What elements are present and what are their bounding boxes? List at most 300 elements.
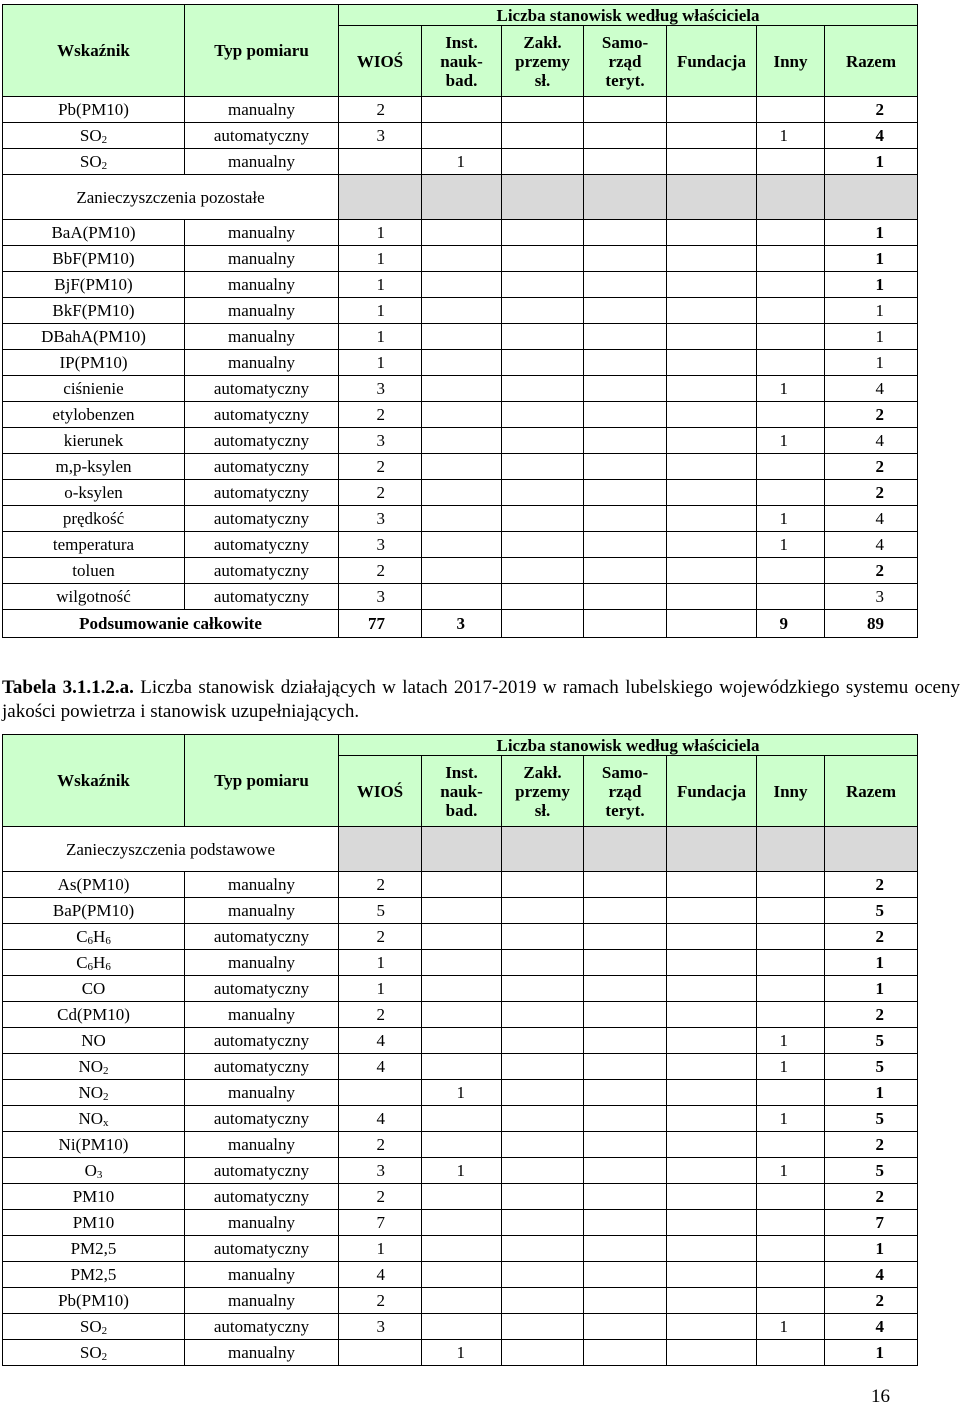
header-zakl: Zakł. przemy sł. — [502, 26, 584, 97]
table-row — [3, 1028, 918, 1054]
cell-zakl — [502, 97, 584, 123]
cell-inny — [757, 350, 825, 376]
cell-inst — [422, 872, 502, 898]
cell-inst — [422, 428, 502, 454]
summary-zakl — [502, 610, 584, 638]
cell-indicator: $NO_2$ — [3, 1080, 185, 1106]
table-row — [3, 558, 918, 584]
section-cell — [667, 175, 757, 220]
cell-wios: 2 — [339, 480, 422, 506]
cell-samo — [584, 324, 667, 350]
cell-samo — [584, 1132, 667, 1158]
cell-inny: 1 — [757, 1054, 825, 1080]
cell-razem: 2 — [825, 558, 918, 584]
cell-type: manualny — [185, 97, 339, 123]
table-row — [3, 480, 918, 506]
cell-fundacja — [667, 246, 757, 272]
cell-inst — [422, 97, 502, 123]
table-row — [3, 1262, 918, 1288]
table-row — [3, 324, 918, 350]
cell-fundacja — [667, 480, 757, 506]
cell-indicator: As(PM10) — [3, 872, 185, 898]
cell-inny — [757, 149, 825, 175]
cell-indicator: BbF(PM10) — [3, 246, 185, 272]
table-row — [3, 272, 918, 298]
cell-indicator: BkF(PM10) — [3, 298, 185, 324]
table-row — [3, 1002, 918, 1028]
cell-type: automatyczny — [185, 1314, 339, 1340]
header-owner-group: Liczba stanowisk według właściciela — [339, 735, 918, 756]
cell-razem: 4 — [825, 123, 918, 149]
cell-indicator: $C_6H_6$ — [3, 950, 185, 976]
cell-razem: 1 — [825, 950, 918, 976]
cell-razem: 1 — [825, 220, 918, 246]
cell-razem: 2 — [825, 924, 918, 950]
cell-inny — [757, 402, 825, 428]
cell-razem: 2 — [825, 872, 918, 898]
cell-razem: 1 — [825, 1080, 918, 1106]
cell-inst — [422, 558, 502, 584]
cell-razem: 1 — [825, 298, 918, 324]
section-label: Zanieczyszczenia podstawowe — [3, 827, 339, 872]
cell-indicator: $SO_2$ — [3, 1314, 185, 1340]
header-typ-pomiaru: Typ pomiaru — [185, 735, 339, 827]
cell-inny: 1 — [757, 506, 825, 532]
cell-type: manualny — [185, 220, 339, 246]
cell-type: manualny — [185, 1210, 339, 1236]
cell-zakl — [502, 480, 584, 506]
cell-samo — [584, 220, 667, 246]
subscript: 2 — [101, 134, 108, 146]
cell-type: manualny — [185, 898, 339, 924]
cell-wios: 4 — [339, 1106, 422, 1132]
cell-zakl — [502, 1210, 584, 1236]
cell-zakl — [502, 1184, 584, 1210]
cell-fundacja — [667, 1158, 757, 1184]
table-2 — [2, 734, 918, 1366]
cell-fundacja — [667, 350, 757, 376]
cell-type: manualny — [185, 1132, 339, 1158]
subscript: 2 — [103, 1065, 109, 1077]
cell-fundacja — [667, 123, 757, 149]
cell-inst: 1 — [422, 1080, 502, 1106]
summary-samo — [584, 610, 667, 638]
cell-samo — [584, 1054, 667, 1080]
header-wios: WIOŚ — [339, 26, 422, 97]
header-inst: Inst. nauk- bad. — [422, 26, 502, 97]
cell-fundacja — [667, 1080, 757, 1106]
cell-zakl — [502, 1288, 584, 1314]
cell-inny — [757, 924, 825, 950]
cell-indicator: o-ksylen — [3, 480, 185, 506]
cell-wios: 2 — [339, 1288, 422, 1314]
cell-type: automatyczny — [185, 376, 339, 402]
cell-samo — [584, 950, 667, 976]
cell-zakl — [502, 1340, 584, 1366]
cell-zakl — [502, 350, 584, 376]
cell-samo — [584, 376, 667, 402]
cell-indicator: IP(PM10) — [3, 350, 185, 376]
cell-fundacja — [667, 1106, 757, 1132]
cell-inst — [422, 898, 502, 924]
cell-zakl — [502, 924, 584, 950]
cell-wios: 4 — [339, 1028, 422, 1054]
cell-zakl — [502, 1054, 584, 1080]
cell-zakl — [502, 506, 584, 532]
header-inny: Inny — [757, 756, 825, 827]
cell-zakl — [502, 402, 584, 428]
table-row — [3, 1314, 918, 1340]
cell-samo — [584, 1080, 667, 1106]
cell-wios: 3 — [339, 428, 422, 454]
table-row — [3, 1158, 918, 1184]
cell-zakl — [502, 584, 584, 610]
cell-samo — [584, 1184, 667, 1210]
cell-razem: 1 — [825, 324, 918, 350]
cell-inst — [422, 1106, 502, 1132]
cell-inny: 1 — [757, 123, 825, 149]
table-row — [3, 428, 918, 454]
cell-type: manualny — [185, 1288, 339, 1314]
header-wskaznik: Wskaźnik — [3, 5, 185, 97]
cell-fundacja — [667, 298, 757, 324]
cell-razem: 1 — [825, 246, 918, 272]
cell-fundacja — [667, 428, 757, 454]
header-samo: Samo- rząd teryt. — [584, 26, 667, 97]
section-cell — [502, 175, 584, 220]
cell-razem: 2 — [825, 97, 918, 123]
cell-indicator: kierunek — [3, 428, 185, 454]
cell-inny — [757, 298, 825, 324]
cell-inny — [757, 1210, 825, 1236]
cell-indicator: ciśnienie — [3, 376, 185, 402]
cell-inny — [757, 1340, 825, 1366]
cell-type: manualny — [185, 350, 339, 376]
cell-samo — [584, 298, 667, 324]
cell-samo — [584, 1002, 667, 1028]
cell-indicator: $NO_2$ — [3, 1054, 185, 1080]
cell-inst — [422, 272, 502, 298]
cell-indicator: PM10 — [3, 1210, 185, 1236]
cell-inst — [422, 506, 502, 532]
cell-inny — [757, 1002, 825, 1028]
summary-label: Podsumowanie całkowite — [3, 610, 339, 638]
header-samo: Samo- rząd teryt. — [584, 756, 667, 827]
section-cell — [422, 827, 502, 872]
cell-samo — [584, 506, 667, 532]
cell-wios: 1 — [339, 350, 422, 376]
cell-inst — [422, 298, 502, 324]
section-cell — [757, 827, 825, 872]
cell-wios: 2 — [339, 924, 422, 950]
cell-razem: 1 — [825, 350, 918, 376]
table-row — [3, 898, 918, 924]
subscript: 6 — [87, 935, 94, 947]
cell-type: automatyczny — [185, 428, 339, 454]
cell-wios: 2 — [339, 1184, 422, 1210]
cell-fundacja — [667, 97, 757, 123]
cell-razem: 1 — [825, 272, 918, 298]
cell-wios: 7 — [339, 1210, 422, 1236]
cell-indicator: $SO_2$ — [3, 123, 185, 149]
cell-fundacja — [667, 1184, 757, 1210]
cell-inst — [422, 1288, 502, 1314]
cell-inst — [422, 976, 502, 1002]
header-typ-pomiaru: Typ pomiaru — [185, 5, 339, 97]
cell-samo — [584, 584, 667, 610]
cell-fundacja — [667, 1262, 757, 1288]
subscript: 2 — [103, 1091, 109, 1103]
table-row — [3, 1340, 918, 1366]
table-1 — [2, 4, 918, 638]
cell-inst — [422, 532, 502, 558]
section-cell — [757, 175, 825, 220]
table-row — [3, 1054, 918, 1080]
cell-wios: 1 — [339, 220, 422, 246]
cell-type: automatyczny — [185, 1028, 339, 1054]
cell-razem: 4 — [825, 506, 918, 532]
section-cell — [339, 827, 422, 872]
table-row — [3, 1106, 918, 1132]
cell-type: manualny — [185, 246, 339, 272]
cell-wios: 1 — [339, 324, 422, 350]
page-number: 16 — [871, 1386, 890, 1407]
cell-inst — [422, 1002, 502, 1028]
cell-razem: 2 — [825, 1132, 918, 1158]
table-row — [3, 1184, 918, 1210]
table-row — [3, 532, 918, 558]
cell-indicator: Cd(PM10) — [3, 1002, 185, 1028]
cell-fundacja — [667, 1288, 757, 1314]
cell-razem: 1 — [825, 976, 918, 1002]
cell-razem: 5 — [825, 1028, 918, 1054]
cell-samo — [584, 872, 667, 898]
cell-wios: 4 — [339, 1054, 422, 1080]
cell-inst — [422, 324, 502, 350]
cell-indicator: PM2,5 — [3, 1236, 185, 1262]
cell-inst — [422, 1028, 502, 1054]
cell-inst: 1 — [422, 149, 502, 175]
table-row — [3, 584, 918, 610]
cell-type: automatyczny — [185, 123, 339, 149]
cell-inst — [422, 350, 502, 376]
cell-fundacja — [667, 584, 757, 610]
cell-inny — [757, 1184, 825, 1210]
cell-indicator: etylobenzen — [3, 402, 185, 428]
cell-wios: 1 — [339, 246, 422, 272]
cell-fundacja — [667, 1340, 757, 1366]
section-cell — [502, 827, 584, 872]
cell-samo — [584, 428, 667, 454]
cell-razem: 4 — [825, 428, 918, 454]
cell-indicator: $O_3$ — [3, 1158, 185, 1184]
header-razem: Razem — [825, 26, 918, 97]
cell-razem: 2 — [825, 402, 918, 428]
cell-inny: 1 — [757, 428, 825, 454]
table-row — [3, 872, 918, 898]
cell-inny — [757, 272, 825, 298]
section-cell — [667, 827, 757, 872]
table-row — [3, 123, 918, 149]
header-fundacja: Fundacja — [667, 26, 757, 97]
cell-fundacja — [667, 950, 757, 976]
cell-inst — [422, 246, 502, 272]
header-wskaznik: Wskaźnik — [3, 735, 185, 827]
summary-inst: 3 — [422, 610, 502, 638]
cell-inny — [757, 454, 825, 480]
subscript: 2 — [101, 1325, 108, 1337]
table-row — [3, 950, 918, 976]
cell-samo — [584, 97, 667, 123]
cell-fundacja — [667, 324, 757, 350]
cell-wios: 1 — [339, 298, 422, 324]
table-row — [3, 220, 918, 246]
cell-type: manualny — [185, 324, 339, 350]
table-row — [3, 454, 918, 480]
cell-type: manualny — [185, 1080, 339, 1106]
cell-zakl — [502, 376, 584, 402]
cell-zakl — [502, 298, 584, 324]
cell-samo — [584, 1262, 667, 1288]
cell-zakl — [502, 532, 584, 558]
cell-inny: 1 — [757, 532, 825, 558]
cell-razem: 2 — [825, 1288, 918, 1314]
table-row — [3, 1132, 918, 1158]
cell-wios — [339, 149, 422, 175]
cell-inst — [422, 454, 502, 480]
cell-wios: 2 — [339, 454, 422, 480]
subscript: 2 — [101, 160, 108, 172]
section-cell — [584, 827, 667, 872]
cell-zakl — [502, 1236, 584, 1262]
cell-inst — [422, 1262, 502, 1288]
cell-wios: 1 — [339, 272, 422, 298]
cell-inny — [757, 324, 825, 350]
cell-inny — [757, 480, 825, 506]
cell-zakl — [502, 272, 584, 298]
cell-wios — [339, 1340, 422, 1366]
cell-indicator: $SO_2$ — [3, 1340, 185, 1366]
cell-wios: 4 — [339, 1262, 422, 1288]
cell-indicator: $NO_x$ — [3, 1106, 185, 1132]
cell-fundacja — [667, 272, 757, 298]
cell-samo — [584, 976, 667, 1002]
cell-wios: 2 — [339, 97, 422, 123]
cell-type: automatyczny — [185, 454, 339, 480]
cell-wios: 3 — [339, 123, 422, 149]
table-caption — [2, 676, 960, 724]
cell-razem: 4 — [825, 376, 918, 402]
cell-razem: 2 — [825, 454, 918, 480]
cell-samo — [584, 924, 667, 950]
cell-fundacja — [667, 872, 757, 898]
cell-inny — [757, 1080, 825, 1106]
cell-type: automatyczny — [185, 1184, 339, 1210]
cell-fundacja — [667, 376, 757, 402]
cell-samo — [584, 558, 667, 584]
cell-fundacja — [667, 402, 757, 428]
cell-type: automatyczny — [185, 1106, 339, 1132]
table-row — [3, 246, 918, 272]
cell-wios: 2 — [339, 402, 422, 428]
section-cell — [825, 175, 918, 220]
cell-type: automatyczny — [185, 1158, 339, 1184]
cell-inny — [757, 1132, 825, 1158]
cell-fundacja — [667, 976, 757, 1002]
cell-zakl — [502, 558, 584, 584]
table-row — [3, 298, 918, 324]
cell-razem: 2 — [825, 1184, 918, 1210]
cell-fundacja — [667, 506, 757, 532]
table-row — [3, 149, 918, 175]
cell-razem: 1 — [825, 1236, 918, 1262]
cell-fundacja — [667, 1314, 757, 1340]
cell-inst — [422, 376, 502, 402]
cell-inny: 1 — [757, 1158, 825, 1184]
cell-samo — [584, 149, 667, 175]
cell-zakl — [502, 976, 584, 1002]
cell-wios: 3 — [339, 532, 422, 558]
cell-indicator: $C_6H_6$ — [3, 924, 185, 950]
cell-indicator: BjF(PM10) — [3, 272, 185, 298]
caption-text: Liczba stanowisk działających w latach 2017-2019 w ramach lubelskiego wojewódzkiego systemu oceny jakości powietrza i stanowisk uzupełniających. — [2, 677, 960, 722]
cell-inst — [422, 950, 502, 976]
cell-indicator: BaA(PM10) — [3, 220, 185, 246]
subscript: 2 — [101, 1351, 108, 1363]
cell-fundacja — [667, 898, 757, 924]
cell-samo — [584, 123, 667, 149]
caption-label: Tabela 3.1.1.2.a. — [2, 677, 134, 698]
cell-indicator: wilgotność — [3, 584, 185, 610]
cell-inst — [422, 1054, 502, 1080]
cell-wios: 3 — [339, 506, 422, 532]
cell-zakl — [502, 220, 584, 246]
cell-inst — [422, 584, 502, 610]
section-label: Zanieczyszczenia pozostałe — [3, 175, 339, 220]
cell-inst — [422, 123, 502, 149]
summary-inny: 9 — [757, 610, 825, 638]
cell-fundacja — [667, 1210, 757, 1236]
section-cell — [584, 175, 667, 220]
cell-type: automatyczny — [185, 976, 339, 1002]
header-razem: Razem — [825, 756, 918, 827]
cell-type: manualny — [185, 1262, 339, 1288]
cell-indicator: $SO_2$ — [3, 149, 185, 175]
cell-zakl — [502, 1028, 584, 1054]
cell-wios: 1 — [339, 976, 422, 1002]
cell-wios: 3 — [339, 584, 422, 610]
cell-samo — [584, 1288, 667, 1314]
cell-zakl — [502, 1132, 584, 1158]
cell-inst — [422, 220, 502, 246]
cell-inny — [757, 872, 825, 898]
cell-samo — [584, 1314, 667, 1340]
cell-type: manualny — [185, 272, 339, 298]
cell-wios: 2 — [339, 872, 422, 898]
cell-zakl — [502, 246, 584, 272]
cell-fundacja — [667, 1132, 757, 1158]
cell-fundacja — [667, 1002, 757, 1028]
table-row — [3, 350, 918, 376]
cell-fundacja — [667, 454, 757, 480]
cell-indicator: NO — [3, 1028, 185, 1054]
cell-wios: 1 — [339, 950, 422, 976]
cell-fundacja — [667, 1236, 757, 1262]
cell-samo — [584, 1236, 667, 1262]
summary-razem: 89 — [825, 610, 918, 638]
cell-inny: 1 — [757, 1028, 825, 1054]
cell-zakl — [502, 149, 584, 175]
